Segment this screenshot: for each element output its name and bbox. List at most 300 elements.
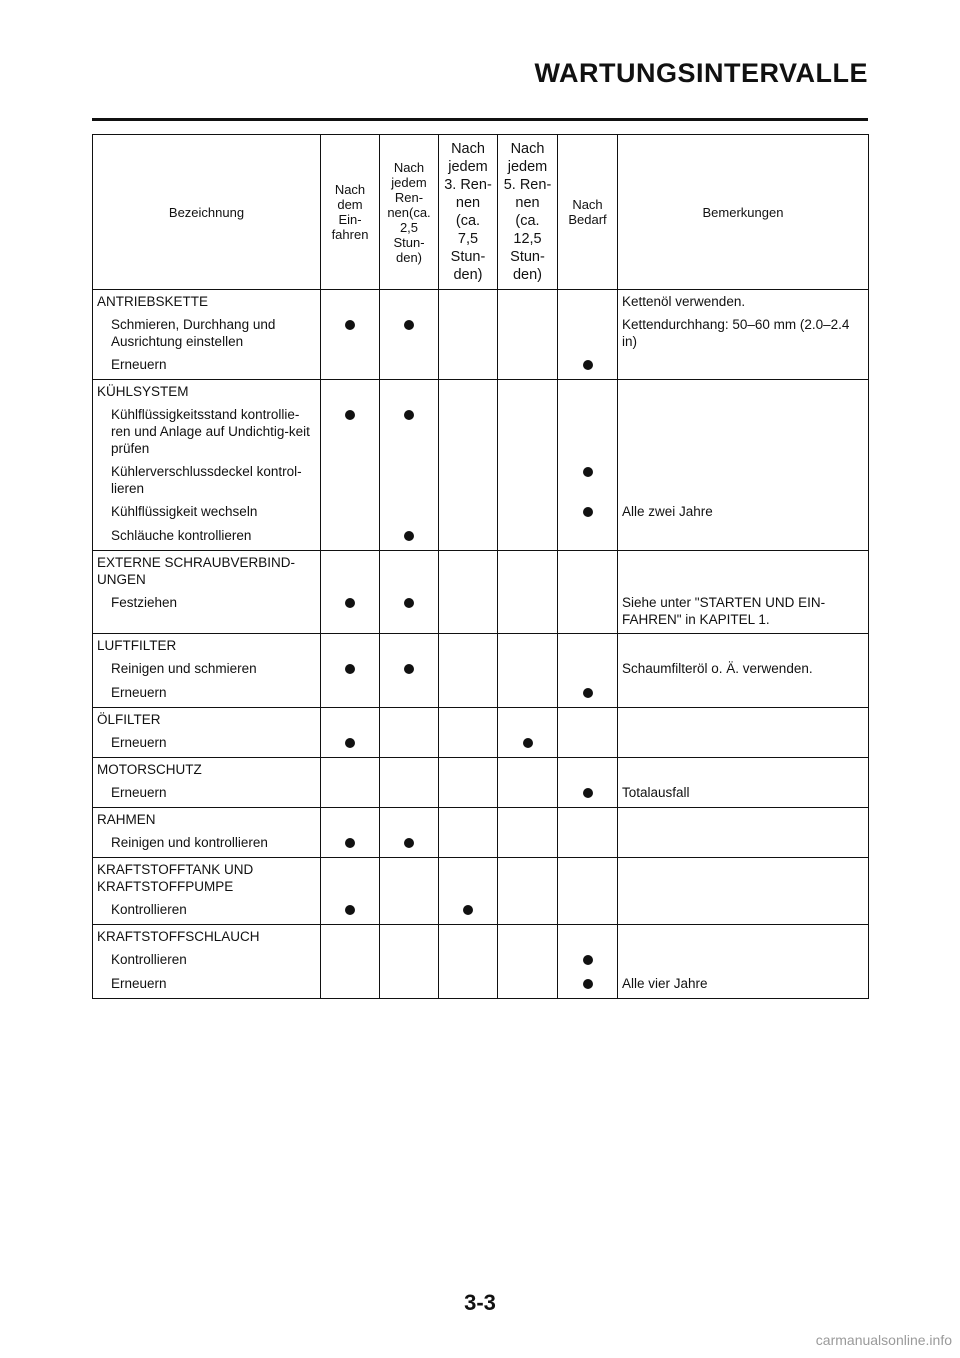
- bullet-icon: [404, 320, 414, 330]
- category-line: [618, 551, 868, 591]
- row-gap: [439, 996, 497, 998]
- item-line: [498, 898, 557, 922]
- table-header-row: [93, 135, 869, 290]
- interval-cell: [380, 380, 439, 551]
- category-line: [321, 290, 379, 313]
- name-cell: [93, 925, 321, 999]
- category-line: [93, 708, 320, 731]
- item-remark: [618, 460, 626, 466]
- category-label: KRAFTSTOFFTANK UND KRAFTSTOFFPUMPE: [97, 862, 254, 894]
- remark-cell: [618, 708, 869, 758]
- item-line: [618, 403, 868, 460]
- item-line: [558, 591, 617, 631]
- category-line: [498, 551, 557, 591]
- item-line: [439, 591, 497, 631]
- interval-cell: [439, 290, 498, 380]
- item-line: [93, 657, 320, 681]
- item-line: [321, 500, 379, 524]
- page-number: 3-3: [464, 1290, 496, 1315]
- header-every-5-races: Nach jedem 5. Ren- nen (ca. 12,5 Stun- den): [498, 135, 558, 290]
- category-line: [321, 551, 379, 591]
- category-label: KÜHLSYSTEM: [97, 384, 189, 399]
- category-line: [321, 708, 379, 731]
- name-cell: [93, 858, 321, 925]
- item-line: [321, 353, 379, 377]
- item-line: [558, 657, 617, 681]
- interval-cell: [498, 758, 558, 808]
- interval-mark: [380, 831, 438, 848]
- item-line: [498, 403, 557, 460]
- interval-mark: [558, 948, 617, 965]
- item-label: Festziehen: [111, 595, 178, 610]
- bullet-icon: [583, 979, 593, 989]
- bullet-icon: [583, 360, 593, 370]
- item-line: [321, 972, 379, 996]
- category-line: [321, 758, 379, 781]
- item-line: [380, 500, 438, 524]
- item-line: [380, 781, 438, 805]
- category-line: [558, 708, 617, 731]
- category-line: [439, 758, 497, 781]
- item-line: [618, 781, 868, 805]
- item-label: Erneuern: [111, 357, 167, 372]
- item-label: Schläuche kontrollieren: [111, 528, 252, 543]
- row-gap: [498, 996, 557, 998]
- interval-mark: [558, 500, 617, 517]
- category-remark: [618, 858, 626, 864]
- category-line: [498, 858, 557, 898]
- name-cell: [93, 758, 321, 808]
- item-line: [380, 972, 438, 996]
- interval-cell: [439, 808, 498, 858]
- interval-cell: [321, 925, 380, 999]
- category-label: KRAFTSTOFFSCHLAUCH: [97, 929, 260, 944]
- item-line: [321, 781, 379, 805]
- interval-cell: [439, 758, 498, 808]
- interval-mark: [498, 731, 557, 748]
- category-line: [558, 290, 617, 313]
- item-line: [558, 524, 617, 548]
- bullet-icon: [404, 838, 414, 848]
- item-line: [498, 972, 557, 996]
- interval-cell: [321, 708, 380, 758]
- interval-cell: [380, 858, 439, 925]
- interval-mark: [439, 898, 497, 915]
- category-remark: [618, 925, 626, 931]
- interval-mark: [558, 781, 617, 798]
- item-line: [380, 657, 438, 681]
- item-line: [93, 831, 320, 855]
- name-cell: [93, 290, 321, 380]
- item-line: [380, 731, 438, 755]
- item-line: [321, 831, 379, 855]
- name-cell: [93, 634, 321, 708]
- item-label: Erneuern: [111, 976, 167, 991]
- item-label: Reinigen und schmieren: [111, 661, 257, 676]
- item-line: [93, 781, 320, 805]
- category-label: ÖLFILTER: [97, 712, 161, 727]
- watermark: carmanualsonline.info: [815, 1332, 952, 1348]
- interval-cell: [498, 708, 558, 758]
- item-line: [93, 681, 320, 705]
- category-line: [618, 808, 868, 831]
- interval-cell: [558, 708, 618, 758]
- bullet-icon: [583, 788, 593, 798]
- category-label: ANTRIEBSKETTE: [97, 294, 209, 309]
- category-label: MOTORSCHUTZ: [97, 762, 202, 777]
- row-gap: [93, 996, 320, 998]
- item-line: [498, 681, 557, 705]
- interval-mark: [558, 460, 617, 477]
- item-label: Kontrollieren: [111, 952, 187, 967]
- item-line: [498, 353, 557, 377]
- item-remark: [618, 403, 626, 409]
- category-line: [93, 290, 320, 313]
- item-line: [321, 731, 379, 755]
- remark-cell: [618, 858, 869, 925]
- category-remark: [618, 708, 626, 714]
- category-line: [93, 758, 320, 781]
- interval-cell: [380, 551, 439, 634]
- item-line: [380, 524, 438, 548]
- remark-cell: [618, 551, 869, 634]
- bullet-icon: [523, 738, 533, 748]
- item-line: [439, 657, 497, 681]
- item-line: [498, 524, 557, 548]
- item-line: [618, 731, 868, 755]
- bullet-icon: [345, 738, 355, 748]
- item-label: Kühlflüssigkeit wechseln: [111, 504, 258, 519]
- bullet-icon: [583, 507, 593, 517]
- item-line: [93, 353, 320, 377]
- category-label: LUFTFILTER: [97, 638, 177, 653]
- remark-cell: [618, 380, 869, 551]
- interval-cell: [380, 634, 439, 708]
- bullet-icon: [345, 905, 355, 915]
- item-label: Erneuern: [111, 785, 167, 800]
- item-line: [93, 460, 320, 500]
- item-line: [380, 353, 438, 377]
- row-gap: [618, 996, 868, 998]
- table-row: [93, 290, 869, 380]
- item-line: [321, 403, 379, 460]
- category-remark: [618, 808, 626, 814]
- bullet-icon: [583, 467, 593, 477]
- item-line: [558, 681, 617, 705]
- item-line: [618, 898, 868, 922]
- category-line: [558, 634, 617, 657]
- item-line: [321, 657, 379, 681]
- item-line: [439, 781, 497, 805]
- category-line: [618, 708, 868, 731]
- interval-cell: [439, 551, 498, 634]
- item-remark: [618, 681, 626, 687]
- item-line: [439, 403, 497, 460]
- interval-cell: [558, 858, 618, 925]
- item-label: Kühlerverschlussdeckel kontrol-lieren: [111, 464, 302, 496]
- category-line: [498, 634, 557, 657]
- item-line: [558, 403, 617, 460]
- name-cell: [93, 808, 321, 858]
- item-line: [380, 313, 438, 353]
- row-gap: [321, 996, 379, 998]
- item-label: Reinigen und kontrollieren: [111, 835, 268, 850]
- item-line: [439, 460, 497, 500]
- item-line: [380, 460, 438, 500]
- interval-mark: [321, 403, 379, 420]
- interval-cell: [380, 758, 439, 808]
- table-row: [93, 758, 869, 808]
- item-remark: [618, 831, 626, 837]
- interval-cell: [498, 634, 558, 708]
- category-line: [439, 551, 497, 591]
- category-line: [498, 808, 557, 831]
- table-row: [93, 925, 869, 999]
- item-line: [380, 403, 438, 460]
- item-line: [618, 524, 868, 548]
- item-line: [439, 972, 497, 996]
- category-line: [618, 290, 868, 313]
- category-line: [93, 925, 320, 948]
- interval-cell: [321, 290, 380, 380]
- table-row: [93, 708, 869, 758]
- item-line: [498, 313, 557, 353]
- interval-cell: [321, 758, 380, 808]
- item-line: [558, 313, 617, 353]
- interval-mark: [321, 731, 379, 748]
- category-line: [93, 551, 320, 591]
- item-line: [439, 681, 497, 705]
- interval-mark: [558, 353, 617, 370]
- category-line: [558, 808, 617, 831]
- bullet-icon: [345, 664, 355, 674]
- header-bezeichnung: Bezeichnung: [93, 135, 321, 290]
- interval-cell: [558, 551, 618, 634]
- item-line: [558, 781, 617, 805]
- item-line: [498, 500, 557, 524]
- item-line: [321, 591, 379, 631]
- item-line: [439, 353, 497, 377]
- interval-cell: [498, 290, 558, 380]
- interval-cell: [558, 808, 618, 858]
- interval-mark: [380, 657, 438, 674]
- item-remark: Kettendurchhang: 50–60 mm (2.0–2.4 in): [622, 317, 850, 349]
- item-line: [498, 731, 557, 755]
- category-line: [618, 634, 868, 657]
- bullet-icon: [583, 955, 593, 965]
- category-line: [439, 708, 497, 731]
- item-line: [380, 898, 438, 922]
- category-line: [498, 290, 557, 313]
- item-line: [558, 972, 617, 996]
- category-label: EXTERNE SCHRAUBVERBIND-UNGEN: [97, 555, 296, 587]
- category-line: [439, 634, 497, 657]
- item-line: [321, 681, 379, 705]
- category-line: [558, 551, 617, 591]
- interval-mark: [321, 657, 379, 674]
- row-gap: [558, 996, 617, 998]
- category-line: [439, 380, 497, 403]
- header-remarks: Bemerkungen: [618, 135, 869, 290]
- category-label: RAHMEN: [97, 812, 156, 827]
- item-line: [558, 353, 617, 377]
- category-line: [321, 808, 379, 831]
- item-remark: Siehe unter "STARTEN UND EIN-FAHREN" in KAPITEL 1.: [622, 595, 826, 627]
- item-remark: Totalausfall: [622, 785, 690, 800]
- item-remark: [618, 353, 626, 359]
- category-line: [618, 758, 868, 781]
- interval-cell: [439, 634, 498, 708]
- category-remark: Kettenöl verwenden.: [622, 294, 746, 309]
- category-line: [498, 758, 557, 781]
- category-line: [439, 925, 497, 948]
- item-line: [618, 657, 868, 681]
- category-line: [558, 925, 617, 948]
- remark-cell: [618, 925, 869, 999]
- interval-mark: [380, 524, 438, 541]
- item-label: Kontrollieren: [111, 902, 187, 917]
- item-line: [618, 591, 868, 631]
- interval-mark: [321, 313, 379, 330]
- interval-cell: [439, 858, 498, 925]
- item-line: [498, 781, 557, 805]
- category-line: [439, 808, 497, 831]
- interval-cell: [558, 380, 618, 551]
- name-cell: [93, 551, 321, 634]
- category-line: [321, 380, 379, 403]
- category-line: [558, 858, 617, 898]
- item-line: [93, 972, 320, 996]
- item-line: [321, 524, 379, 548]
- item-line: [93, 591, 320, 631]
- category-line: [93, 634, 320, 657]
- interval-cell: [498, 858, 558, 925]
- category-line: [618, 858, 868, 898]
- item-line: [498, 460, 557, 500]
- row-gap: [380, 996, 438, 998]
- interval-cell: [558, 758, 618, 808]
- page-title: WARTUNGSINTERVALLE: [534, 58, 868, 88]
- interval-cell: [321, 634, 380, 708]
- category-line: [618, 925, 868, 948]
- item-line: [321, 948, 379, 972]
- interval-cell: [498, 380, 558, 551]
- item-line: [618, 313, 868, 353]
- category-line: [321, 634, 379, 657]
- item-remark: [618, 898, 626, 904]
- item-line: [93, 898, 320, 922]
- category-line: [380, 758, 438, 781]
- item-line: [380, 948, 438, 972]
- item-line: [558, 948, 617, 972]
- category-line: [93, 858, 320, 898]
- interval-cell: [321, 551, 380, 634]
- interval-cell: [321, 380, 380, 551]
- interval-mark: [380, 403, 438, 420]
- item-remark: Schaumfilteröl o. Ä. verwenden.: [622, 661, 813, 676]
- interval-mark: [558, 972, 617, 989]
- item-line: [439, 948, 497, 972]
- item-line: [321, 460, 379, 500]
- name-cell: [93, 708, 321, 758]
- interval-mark: [321, 898, 379, 915]
- item-line: [618, 460, 868, 500]
- item-line: [558, 460, 617, 500]
- item-line: [439, 898, 497, 922]
- title-rule: [92, 118, 868, 121]
- bullet-icon: [404, 531, 414, 541]
- category-remark: [618, 551, 626, 557]
- interval-cell: [380, 808, 439, 858]
- item-remark: [618, 524, 626, 530]
- item-line: [618, 972, 868, 996]
- interval-cell: [498, 551, 558, 634]
- item-label: Kühlflüssigkeitsstand kontrollie-ren und Anlage auf Undichtig-keit prüfen: [111, 407, 310, 456]
- category-line: [558, 380, 617, 403]
- item-line: [498, 591, 557, 631]
- interval-cell: [558, 290, 618, 380]
- name-cell: [93, 380, 321, 551]
- item-line: [618, 681, 868, 705]
- bullet-icon: [404, 410, 414, 420]
- table-row: [93, 551, 869, 634]
- bullet-icon: [583, 688, 593, 698]
- bullet-icon: [345, 410, 355, 420]
- table-row: [93, 858, 869, 925]
- category-line: [380, 551, 438, 591]
- category-line: [439, 858, 497, 898]
- item-line: [380, 591, 438, 631]
- category-remark: [618, 634, 626, 640]
- item-line: [439, 831, 497, 855]
- category-line: [439, 290, 497, 313]
- bullet-icon: [404, 598, 414, 608]
- item-line: [439, 313, 497, 353]
- item-remark: [618, 948, 626, 954]
- item-line: [558, 731, 617, 755]
- item-line: [558, 898, 617, 922]
- bullet-icon: [345, 320, 355, 330]
- header-after-break-in: Nach dem Ein- fahren: [321, 135, 380, 290]
- item-line: [439, 500, 497, 524]
- header-every-3-races: Nach jedem 3. Ren- nen (ca. 7,5 Stun- den): [439, 135, 498, 290]
- category-remark: [618, 758, 626, 764]
- header-as-needed: Nach Bedarf: [558, 135, 618, 290]
- category-line: [498, 380, 557, 403]
- category-line: [321, 858, 379, 898]
- category-line: [380, 708, 438, 731]
- bullet-icon: [404, 664, 414, 674]
- item-line: [618, 831, 868, 855]
- category-line: [380, 858, 438, 898]
- table-row: [93, 634, 869, 708]
- category-line: [93, 808, 320, 831]
- interval-mark: [321, 591, 379, 608]
- remark-cell: [618, 808, 869, 858]
- item-line: [558, 831, 617, 855]
- item-line: [380, 681, 438, 705]
- item-line: [558, 500, 617, 524]
- item-label: Erneuern: [111, 685, 167, 700]
- item-line: [618, 500, 868, 524]
- interval-cell: [321, 858, 380, 925]
- category-line: [618, 380, 868, 403]
- category-line: [558, 758, 617, 781]
- interval-cell: [380, 708, 439, 758]
- item-remark: [618, 731, 626, 737]
- remark-cell: [618, 290, 869, 380]
- remark-cell: [618, 634, 869, 708]
